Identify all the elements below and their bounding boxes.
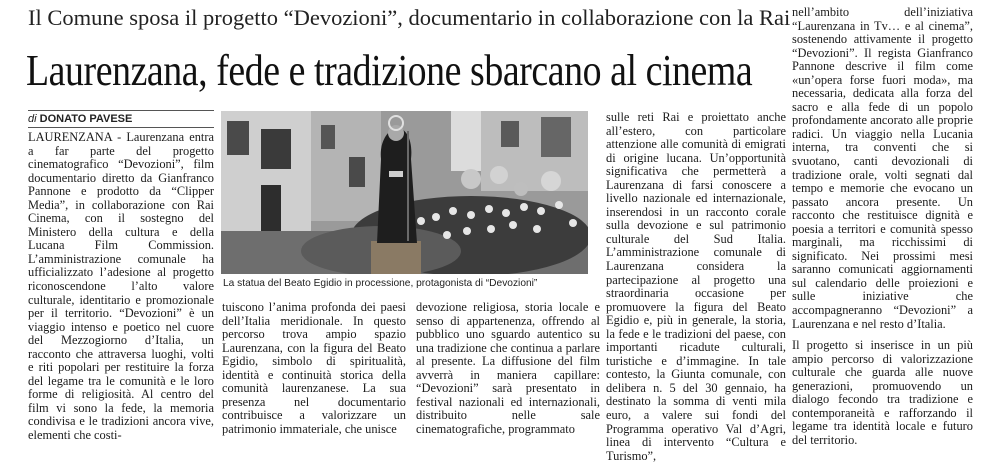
column-5-paragraph-2: Il progetto si inserisce in un più ampio percorso di valorizzazione culturale che guarda alle nuove generazioni, promuovendo un dialogo fecondo tra tradizione e contemporaneità e rafforzando il legame tra identità locale e futuro del territorio.	[792, 338, 973, 447]
byline-author: DONATO PAVESE	[39, 113, 133, 125]
byline-underline	[28, 127, 214, 128]
column-2-text: tuiscono l’anima profonda dei paesi dell’Italia meridionale. In questo percorso trova ampio spazio Laurenzana, con la figura del Beato Egidio, simbolo di spiritualità, identità e continuità storica della comunità laurenzanese. La sua presenza nel documentario contribuisce a valorizzare un patrimonio immateriale, che unisce	[222, 300, 406, 436]
kicker-subheadline: Il Comune sposa il progetto “Devozioni”, documentario in collaborazione con la Rai	[28, 5, 791, 30]
procession-photo	[221, 111, 588, 274]
column-1-text: LAURENZANA - Laurenzana entra a far parte del progetto cinematografico “Devozioni”, film documentario diretto da Gianfranco Pannone e prodotto da “Clipper Media”, in collaborazione con Rai Cinema, con il sostegno del Ministero della cultura e della Lucana Film Commission. L’amministrazione comunale ha ufficializzato l’adesione al progetto riconoscendone l’alto valore culturale, identitario e promozionale per il territorio. “Devozioni” è un viaggio intenso e poetico nel cuore del Mezzogiorno d’Italia, un racconto che attraversa luoghi, volti e riti popolari per restituire la forza del legame tra le comunità e le loro forme di religiosità. Al centro del film vi sono la fede, la memoria condivisa e le tradizioni ancora vive, elementi che costi-	[28, 130, 214, 443]
headline: Laurenzana, fede e tradizione sbarcano al cinema	[26, 46, 753, 95]
photo-caption: La statua del Beato Egidio in processione, protagonista di “Devozioni”	[221, 275, 588, 293]
byline-prefix: di	[28, 113, 37, 125]
column-4-text: sulle reti Rai e proiettato anche all’estero, con particolare attenzione alle comunità di emigrati di origine lucana. Un’opportunità significativa che permetterà a Laurenzana di farsi conoscere a livello nazionale ed internazionale, inserendosi in un racconto corale sulla devozione e sul patrimonio culturale del Sud Italia. L’amministrazione comunale di Laurenzana considera la partecipazione al progetto una straordinaria occasione per promuovere la figura del Beato Egidio e, più in generale, la storia, la fede e le tradizioni del paese, con importanti ricadute culturali, turistiche e d’immagine. In tale contesto, la Giunta comunale, con delibera n. 5 del 30 gennaio, ha destinato la somma di venti mila euro, a valere sui fondi del Programma operativo Val d’Agri, linea di intervento “Cultura e Turismo”,	[606, 110, 786, 463]
text-column-5	[792, 6, 973, 448]
column-3-text: devozione religiosa, storia locale e senso di appartenenza, offrendo al pubblico uno sguardo autentico su una tradizione che continua a parlare al presente. La diffusione del film avverrà in maniera capillare: “Devozioni” sarà presentato in festival nazionali ed internazionali, distribuito nelle sale cinematografiche, programmato	[416, 300, 600, 436]
text-column-2	[222, 301, 406, 436]
byline-rule	[28, 110, 214, 111]
column-5-paragraph-1: nell’ambito dell’iniziativa “Laurenzana in Tv… e al cinema”, sostenendo attivamente il progetto “Devozioni”. Il regista Gianfranco Pannone descrive il film come «un’opera forse fuori moda», ma necessaria, dedicata alla forza del sacro e alla fede di un popolo profondamente ancorato alle proprie radici. Un viaggio nella Lucania interna, tra conventi che si svuotano, canti devozionali di tradizione orale, volti segnati dal tempo e memorie che evocano un passato ancora presente. Un racconto che restituisce dignità e poesia a territori e comunità spesso marginali, ma ricchissimi di significato. Nei prossimi mesi saranno comunicati aggiornamenti sul calendario delle proiezioni e sulle iniziative che accompagneranno “Devozioni” a Laurenzana e nel resto d’Italia.	[792, 5, 973, 331]
text-column-3	[416, 301, 600, 436]
byline	[28, 113, 208, 125]
procession-photo-image	[221, 111, 588, 274]
text-column-4	[606, 111, 786, 463]
text-column-1	[28, 131, 214, 443]
